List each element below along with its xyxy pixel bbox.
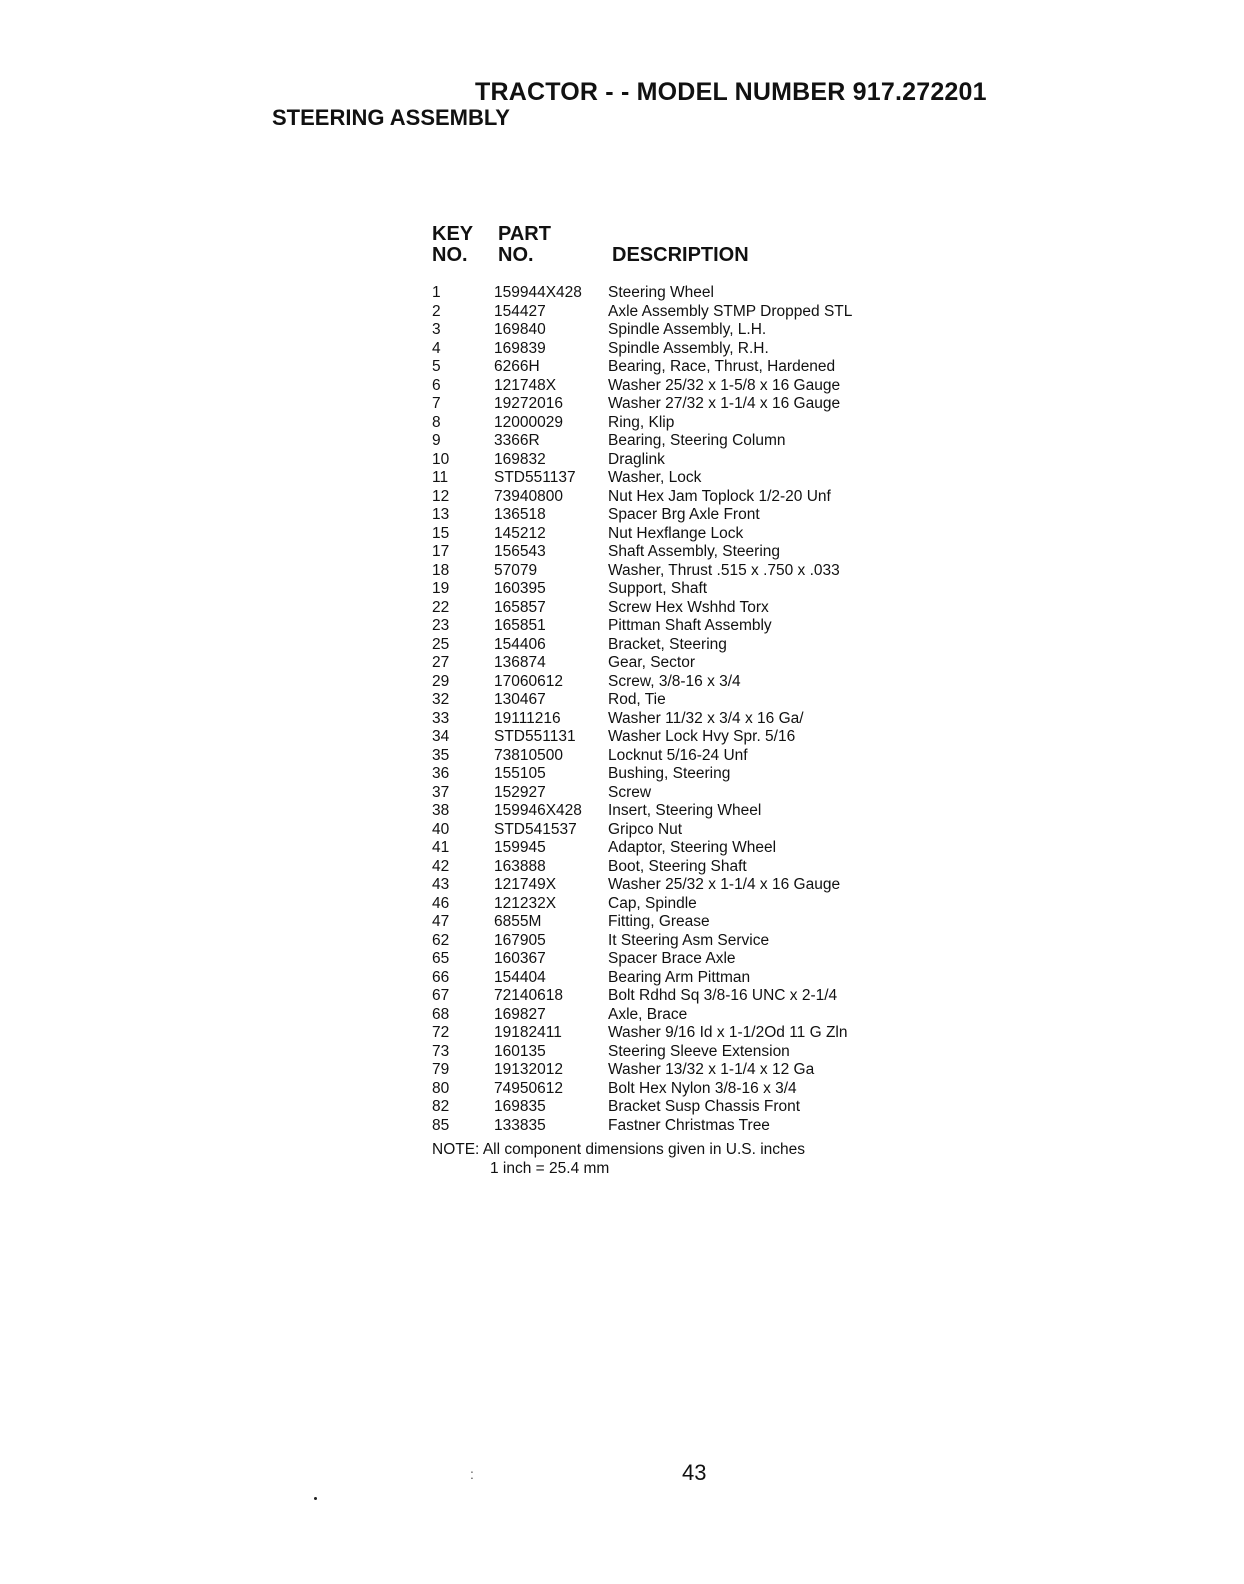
table-row (432, 728, 902, 747)
part-description: Washer 13/32 x 1-1/4 x 12 Ga (608, 1061, 815, 1078)
key-number: 47 (432, 913, 450, 930)
key-number: 62 (432, 931, 450, 949)
key-number: 38 (432, 802, 450, 819)
part-number: 169835 (494, 1098, 546, 1115)
part-description: Fitting, Grease (608, 913, 710, 930)
key-number: 9 (432, 432, 441, 449)
parts-list (432, 284, 902, 1135)
table-row (432, 1080, 902, 1099)
part-description: Steering Sleeve Extension (608, 1042, 790, 1060)
table-row (432, 673, 902, 692)
part-number: 72140618 (494, 987, 563, 1004)
key-number: 37 (432, 783, 450, 801)
key-number: 40 (432, 820, 450, 838)
table-row (432, 802, 902, 821)
key-number: 34 (432, 728, 450, 745)
table-row (432, 395, 902, 414)
part-description: Boot, Steering Shaft (608, 857, 747, 875)
part-number: 17060612 (494, 672, 563, 690)
table-row (432, 525, 902, 544)
part-description: Support, Shaft (608, 580, 708, 597)
key-number: 72 (432, 1024, 450, 1041)
part-description: Bearing Arm Pittman (608, 968, 751, 986)
table-row (432, 617, 902, 636)
key-number: 67 (432, 987, 450, 1004)
part-description: Bracket Susp Chassis Front (608, 1098, 801, 1115)
part-number: 19132012 (494, 1061, 563, 1078)
part-number: 121232X (494, 894, 557, 912)
key-number: 29 (432, 672, 450, 690)
part-description: Bolt Hex Nylon 3/8-16 x 3/4 (608, 1079, 797, 1097)
page-number: 43 (682, 1460, 707, 1485)
table-row (432, 821, 902, 840)
table-row (432, 913, 902, 932)
part-description: Draglink (608, 450, 665, 468)
part-number: 154404 (494, 968, 546, 986)
part-number: 73810500 (494, 746, 563, 764)
key-number: 4 (432, 339, 441, 357)
part-number: 169832 (494, 450, 546, 468)
part-description: Washer 25/32 x 1-5/8 x 16 Gauge (608, 376, 841, 394)
part-number: 165857 (494, 598, 546, 616)
part-description: Washer 9/16 Id x 1-1/2Od 11 G Zln (608, 1024, 848, 1041)
part-description: Spacer Brg Axle Front (608, 506, 760, 523)
key-number: 32 (432, 691, 450, 708)
part-number: STD541537 (494, 820, 577, 838)
part-description: Spindle Assembly, L.H. (608, 321, 767, 338)
key-number: 66 (432, 968, 450, 986)
part-number: 136518 (494, 506, 546, 523)
key-number: 46 (432, 894, 450, 912)
dimension-note (432, 1140, 805, 1178)
part-number: 159946X428 (494, 802, 582, 819)
key-number: 8 (432, 413, 441, 431)
part-number: 6855M (494, 913, 542, 930)
table-row (432, 543, 902, 562)
part-description: Fastner Christmas Tree (608, 1116, 770, 1134)
part-description: Spindle Assembly, R.H. (608, 339, 769, 357)
key-number: 19 (432, 580, 450, 597)
table-row (432, 562, 902, 581)
key-number: 1 (432, 284, 441, 301)
part-number: 133835 (494, 1116, 546, 1134)
key-number: 41 (432, 839, 450, 856)
table-row (432, 303, 902, 322)
table-row (432, 340, 902, 359)
table-row (432, 1024, 902, 1043)
part-number: STD551137 (494, 469, 576, 486)
table-row (432, 1098, 902, 1117)
table-row (432, 506, 902, 525)
key-number: 80 (432, 1079, 450, 1097)
part-number: 19272016 (494, 395, 563, 412)
part-description: Washer 11/32 x 3/4 x 16 Ga/ (608, 709, 804, 727)
key-number: 25 (432, 635, 450, 653)
part-description: Adaptor, Steering Wheel (608, 839, 777, 856)
table-row (432, 950, 902, 969)
table-row (432, 432, 902, 451)
part-description: Washer, Thrust .515 x .750 x .033 (608, 561, 840, 579)
description-header: DESCRIPTION (612, 244, 749, 266)
part-number: 154427 (494, 302, 546, 320)
page-title: TRACTOR - - MODEL NUMBER 917.272201 (475, 78, 987, 106)
part-number: 160395 (494, 580, 546, 597)
part-description: Pittman Shaft Assembly (608, 617, 772, 634)
key-number: 15 (432, 524, 450, 542)
part-number: 136874 (494, 654, 546, 671)
key-number: 2 (432, 302, 441, 320)
part-header-line2: NO. (498, 244, 534, 266)
part-number: 159945 (494, 839, 546, 856)
table-row (432, 784, 902, 803)
part-header-line1: PART (498, 223, 551, 245)
part-description: Rod, Tie (608, 691, 666, 708)
table-row (432, 895, 902, 914)
part-number: 57079 (494, 561, 538, 579)
part-description: Screw Hex Wshhd Torx (608, 598, 769, 616)
key-number: 36 (432, 765, 450, 782)
table-row (432, 284, 902, 303)
part-description: Locknut 5/16-24 Unf (608, 746, 748, 764)
part-number: 160367 (494, 950, 546, 967)
key-number: 7 (432, 395, 441, 412)
table-row (432, 636, 902, 655)
part-description: Nut Hexflange Lock (608, 524, 744, 542)
part-description: Shaft Assembly, Steering (608, 543, 781, 560)
table-row (432, 987, 902, 1006)
part-number: 154406 (494, 635, 546, 653)
part-description: Washer, Lock (608, 469, 702, 486)
part-number: 156543 (494, 543, 546, 560)
table-row (432, 710, 902, 729)
part-number: 169840 (494, 321, 546, 338)
key-number: 23 (432, 617, 450, 634)
key-number: 12 (432, 487, 450, 505)
key-number: 10 (432, 450, 450, 468)
part-description: Screw (608, 783, 652, 801)
part-number: 19182411 (494, 1024, 562, 1041)
key-header-line1: KEY (432, 223, 474, 245)
part-number: 163888 (494, 857, 546, 875)
part-number: 74950612 (494, 1079, 563, 1097)
table-row (432, 932, 902, 951)
key-number: 13 (432, 506, 450, 523)
part-number: 159944X428 (494, 284, 582, 301)
table-row (432, 414, 902, 433)
table-row (432, 1117, 902, 1136)
table-row (432, 858, 902, 877)
part-description: Ring, Klip (608, 413, 675, 431)
key-number: 6 (432, 376, 441, 394)
section-subtitle: STEERING ASSEMBLY (272, 105, 510, 130)
key-number: 5 (432, 358, 441, 375)
part-description: Nut Hex Jam Toplock 1/2-20 Unf (608, 487, 831, 505)
scan-speck (314, 1497, 317, 1500)
key-number: 82 (432, 1098, 450, 1115)
part-number: 160135 (494, 1042, 546, 1060)
part-number: 6266H (494, 358, 540, 375)
key-number: 33 (432, 709, 450, 727)
part-description: Bearing, Race, Thrust, Hardened (608, 358, 836, 375)
table-row (432, 876, 902, 895)
note-line-2: 1 inch = 25.4 mm (490, 1160, 610, 1177)
part-description: Insert, Steering Wheel (608, 802, 762, 819)
part-number: 169839 (494, 339, 546, 357)
table-row (432, 580, 902, 599)
table-row (432, 377, 902, 396)
part-description: Bearing, Steering Column (608, 432, 786, 449)
part-description: Washer 25/32 x 1-1/4 x 16 Gauge (608, 876, 841, 893)
part-description: Gripco Nut (608, 820, 683, 838)
part-description: Spacer Brace Axle (608, 950, 736, 967)
key-number: 17 (432, 543, 450, 560)
table-row (432, 469, 902, 488)
key-number: 65 (432, 950, 450, 967)
part-description: Washer Lock Hvy Spr. 5/16 (608, 728, 796, 745)
key-number: 22 (432, 598, 450, 616)
key-number: 42 (432, 857, 450, 875)
table-row (432, 358, 902, 377)
part-description: Gear, Sector (608, 654, 696, 671)
key-number: 3 (432, 321, 441, 338)
part-number: 121748X (494, 376, 557, 394)
table-row (432, 969, 902, 988)
key-number: 35 (432, 746, 450, 764)
part-number: 165851 (494, 617, 546, 634)
part-number: 130467 (494, 691, 546, 708)
table-row (432, 1043, 902, 1062)
table-row (432, 747, 902, 766)
part-description: Steering Wheel (608, 284, 714, 301)
key-number: 27 (432, 654, 450, 671)
table-row (432, 321, 902, 340)
part-number: 145212 (494, 524, 546, 542)
part-number: 169827 (494, 1005, 546, 1023)
part-description: Cap, Spindle (608, 894, 697, 912)
part-description: Axle, Brace (608, 1005, 688, 1023)
part-number: 19111216 (494, 709, 561, 727)
table-row (432, 839, 902, 858)
table-row (432, 451, 902, 470)
part-description: Screw, 3/8-16 x 3/4 (608, 672, 741, 690)
table-row (432, 488, 902, 507)
key-number: 68 (432, 1005, 450, 1023)
part-number: STD551131 (494, 728, 576, 745)
table-row (432, 1006, 902, 1025)
table-row (432, 599, 902, 618)
part-description: Bolt Rdhd Sq 3/8-16 UNC x 2-1/4 (608, 987, 838, 1004)
stray-mark: : (470, 1466, 474, 1482)
part-description: Bracket, Steering (608, 635, 727, 653)
part-number: 12000029 (494, 413, 563, 431)
key-header-line2: NO. (432, 244, 468, 266)
key-number: 73 (432, 1042, 450, 1060)
key-number: 79 (432, 1061, 450, 1078)
part-description: It Steering Asm Service (608, 931, 770, 949)
key-number: 85 (432, 1116, 450, 1134)
part-description: Axle Assembly STMP Dropped STL (608, 302, 853, 320)
part-description: Bushing, Steering (608, 765, 731, 782)
part-number: 152927 (494, 783, 546, 801)
key-number: 11 (432, 469, 449, 486)
part-number: 167905 (494, 931, 546, 949)
key-number: 43 (432, 876, 450, 893)
table-row (432, 1061, 902, 1080)
table-row (432, 691, 902, 710)
part-number: 155105 (494, 765, 546, 782)
part-number: 121749X (494, 876, 557, 893)
part-description: Washer 27/32 x 1-1/4 x 16 Gauge (608, 395, 841, 412)
part-number: 3366R (494, 432, 540, 449)
table-row (432, 765, 902, 784)
part-number: 73940800 (494, 487, 563, 505)
note-line-1: NOTE: All component dimensions given in U.S. inches (432, 1141, 806, 1158)
key-number: 18 (432, 561, 450, 579)
table-row (432, 654, 902, 673)
